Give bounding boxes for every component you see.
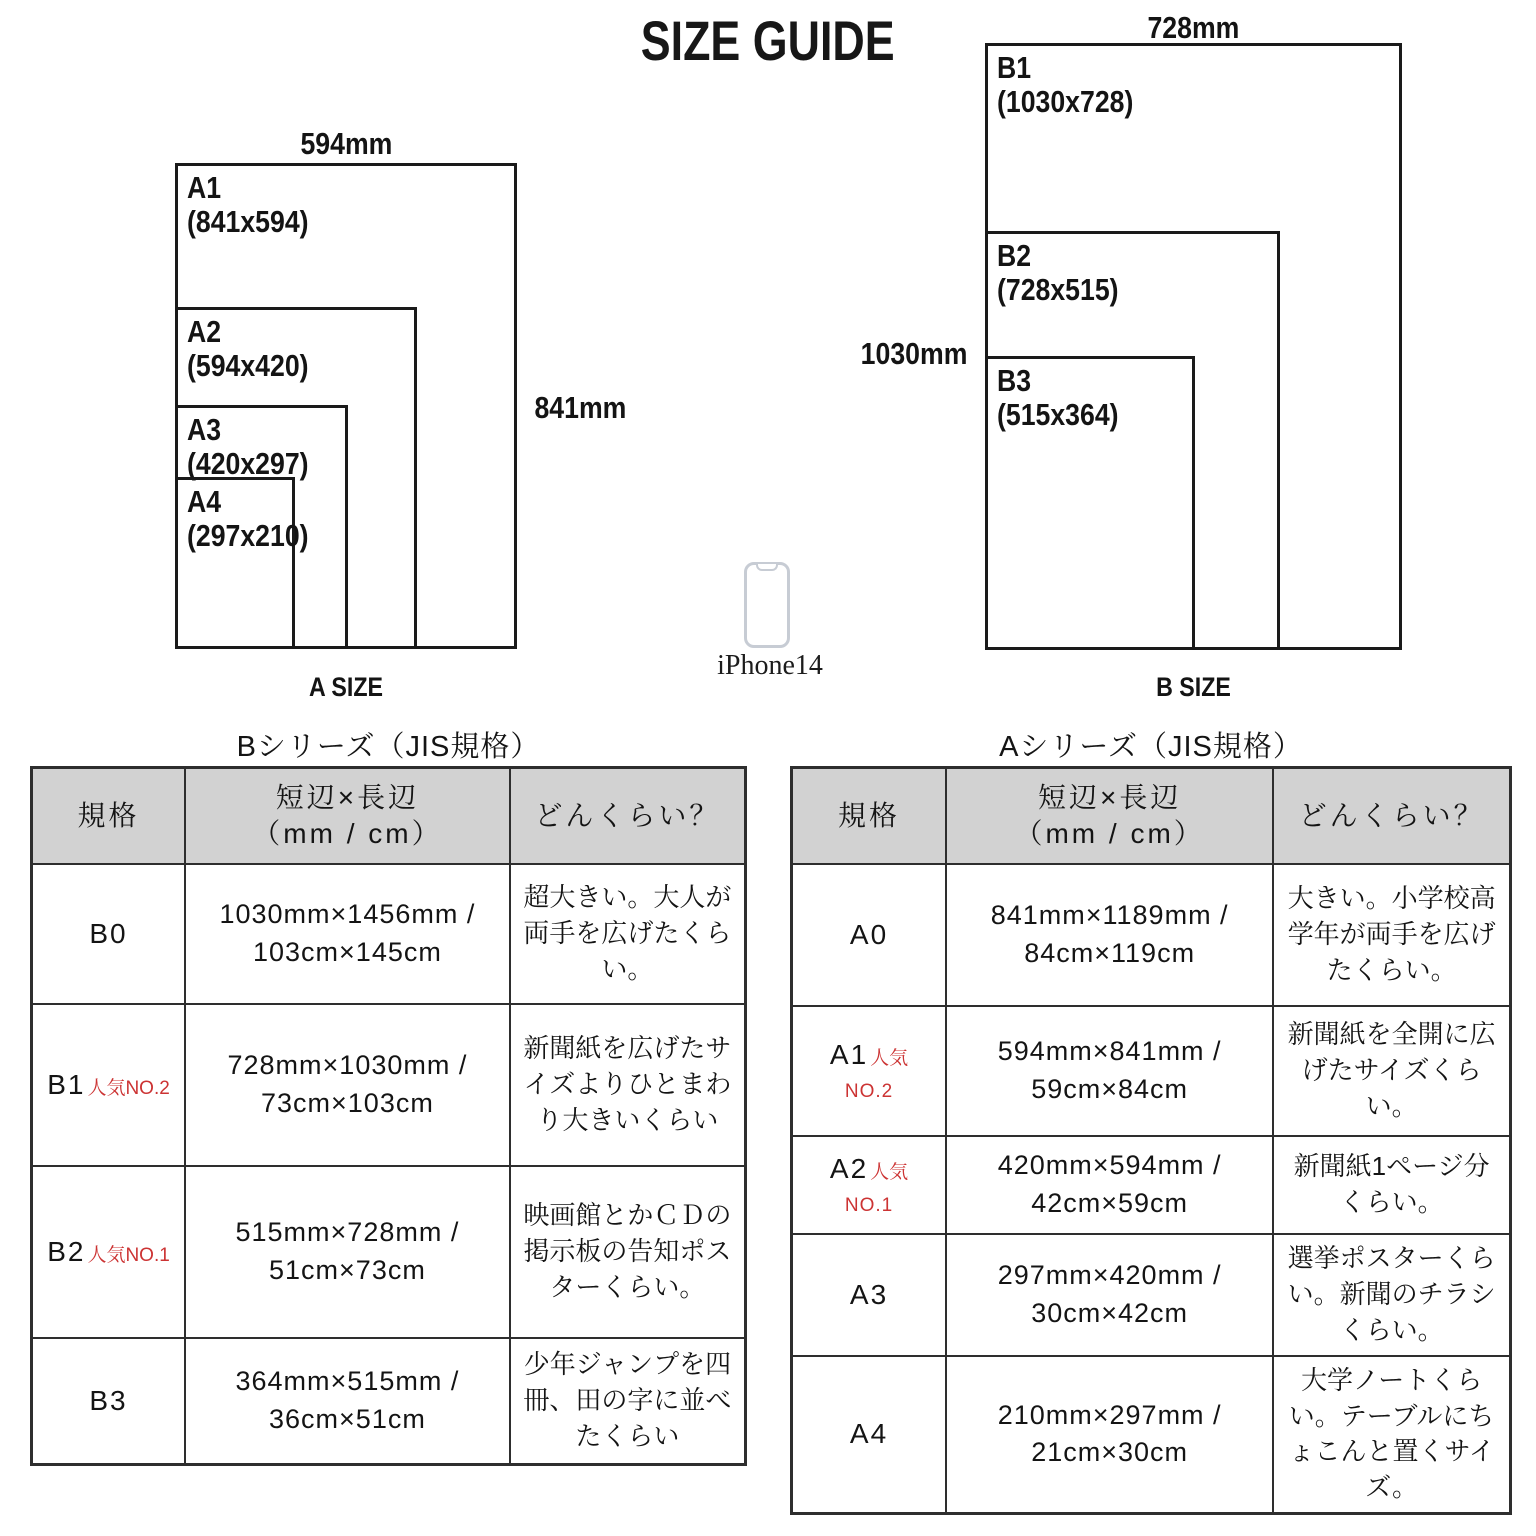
header-dimensions: 短辺×長辺 （mm / cm）: [185, 768, 510, 865]
b-height-label: 1030mm: [860, 336, 968, 371]
phone-model-label: iPhone14: [717, 650, 823, 681]
table-row: [32, 1338, 746, 1464]
a-height-label: 841mm: [534, 390, 627, 425]
dimensions-cell: 594mm×841mm / 59cm×84cm: [946, 1006, 1273, 1136]
size-code: B1: [47, 1069, 86, 1100]
size-code: A0: [849, 919, 889, 950]
popularity-badge: 人気: [870, 1048, 909, 1069]
phone-notch: [756, 564, 778, 571]
b3-rectangle: [985, 356, 1195, 650]
popularity-badge: 人気: [870, 1162, 909, 1183]
size-code: A3: [849, 1278, 889, 1310]
b-width-label: 728mm: [1147, 10, 1240, 45]
table-row: [32, 864, 746, 1004]
header-row: [792, 768, 1511, 865]
description-cell: 選挙ポスターくらい。新聞のチラシくらい。: [1273, 1234, 1510, 1356]
size-code-cell: [792, 1006, 947, 1136]
a-width-label: 594mm: [300, 126, 392, 161]
size-code-cell: [32, 1004, 186, 1166]
b1-label: B1 (1030x728): [997, 50, 1134, 120]
page-title-text: SIZE GUIDE: [641, 9, 895, 72]
table-row: [792, 1006, 1511, 1136]
table-row: [792, 1234, 1511, 1356]
size-code-cell: [792, 1356, 947, 1514]
size-code-cell: [32, 1166, 186, 1338]
dimensions-cell: 420mm×594mm / 42cm×59cm: [946, 1136, 1273, 1234]
a3-label: A3 (420x297): [187, 412, 309, 482]
dimensions-cell: 1030mm×1456mm / 103cm×145cm: [185, 864, 510, 1004]
size-code-cell: [32, 864, 186, 1004]
dimensions-cell: 210mm×297mm / 21cm×30cm: [946, 1356, 1273, 1514]
header-how-big: どんくらい？: [510, 768, 746, 865]
b-series-table: [30, 766, 747, 1466]
popularity-badge-rank: NO.2: [844, 1081, 894, 1102]
description-cell: 超大きい。大人が両手を広げたくらい。: [510, 864, 746, 1004]
dimensions-cell: 728mm×1030mm / 73cm×103cm: [185, 1004, 510, 1166]
popularity-badge: 人気NO.1: [87, 1245, 170, 1266]
description-cell: 映画館とかＣＤの掲示板の告知ポスターくらい。: [510, 1166, 746, 1338]
table-row: [792, 1136, 1511, 1234]
a2-label: A2 (594x420): [187, 314, 309, 384]
size-code: A1: [829, 1039, 869, 1070]
a-size-caption: A SIZE: [309, 672, 383, 702]
description-cell: 新聞紙を広げたサイズよりひとまわり大きいくらい: [510, 1004, 746, 1166]
header-size-standard: 規格: [32, 768, 186, 865]
a1-label: A1 (841x594): [187, 170, 309, 240]
a4-label: A4 (297x210): [187, 484, 309, 554]
header-how-big: どんくらい？: [1273, 768, 1510, 865]
dimensions-cell: 841mm×1189mm / 84cm×119cm: [946, 864, 1273, 1006]
b3-label: B3 (515x364): [997, 363, 1119, 433]
size-code: A2: [829, 1153, 869, 1184]
header-dimensions: 短辺×長辺 （mm / cm）: [946, 768, 1273, 865]
size-code: B0: [89, 918, 128, 949]
description-cell: 大きい。小学校高学年が両手を広げたくらい。: [1273, 864, 1510, 1006]
dimensions-cell: 515mm×728mm / 51cm×73cm: [185, 1166, 510, 1338]
size-code-cell: [792, 1136, 947, 1234]
description-cell: 新聞紙を全開に広げたサイズくらい。: [1273, 1006, 1510, 1136]
description-cell: 新聞紙1ページ分くらい。: [1273, 1136, 1510, 1234]
popularity-badge: 人気NO.2: [87, 1078, 170, 1099]
dimensions-cell: 364mm×515mm / 36cm×51cm: [185, 1338, 510, 1464]
size-code: A4: [849, 1418, 889, 1450]
a-table-title: Aシリーズ（JIS規格）: [999, 731, 1303, 763]
a-series-table: [790, 766, 1512, 1515]
description-cell: 大学ノートくらい。テーブルにちょこんと置くサイズ。: [1273, 1356, 1510, 1514]
b2-label: B2 (728x515): [997, 238, 1119, 308]
size-code-cell: [792, 864, 947, 1006]
size-code: B2: [47, 1236, 86, 1267]
table-row: [32, 1004, 746, 1166]
description-cell: 少年ジャンプを四冊、田の字に並べたくらい: [510, 1338, 746, 1464]
table-row: [792, 1356, 1511, 1514]
size-code: B3: [89, 1384, 128, 1416]
smartphone-outline-icon: [744, 562, 790, 648]
dimensions-cell: 297mm×420mm / 30cm×42cm: [946, 1234, 1273, 1356]
popularity-badge-rank: NO.1: [844, 1195, 894, 1216]
header-size-standard: 規格: [792, 768, 947, 865]
table-row: [792, 864, 1511, 1006]
header-row: [32, 768, 746, 865]
table-row: [32, 1166, 746, 1338]
size-code-cell: [32, 1338, 186, 1464]
b-size-caption: B SIZE: [1156, 672, 1231, 702]
a4-rectangle: [175, 477, 309, 649]
size-code-cell: [792, 1234, 947, 1356]
b-table-title: Bシリーズ（JIS規格）: [236, 731, 541, 763]
